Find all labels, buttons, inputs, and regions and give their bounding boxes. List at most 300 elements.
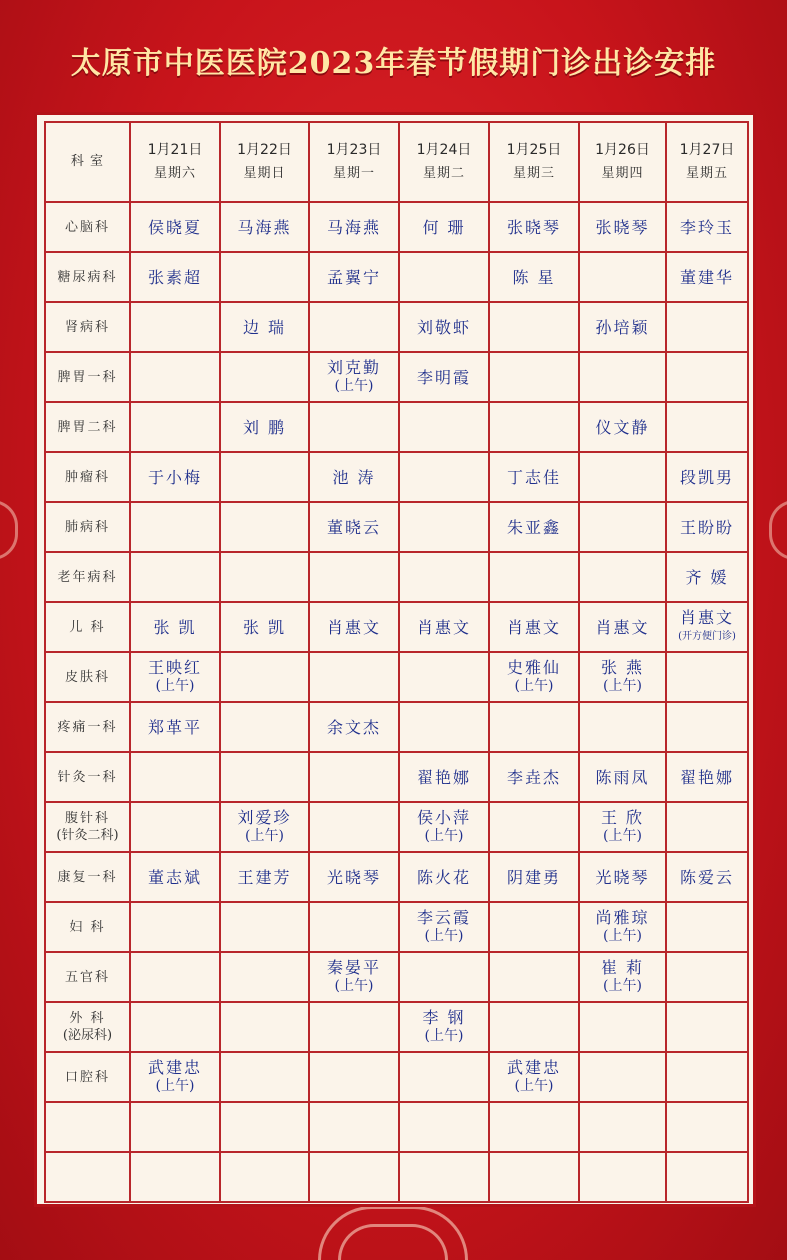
doctor-name: 齐 媛 (685, 567, 729, 587)
doctor-name: 于小梅 (147, 467, 202, 487)
doctor-name: 光晓琴 (595, 867, 650, 887)
doctor-cell (130, 502, 220, 552)
doctor-cell (489, 552, 579, 602)
date-label: 1月21日 (147, 142, 203, 158)
department-name: 心脑科 (64, 219, 110, 235)
department-name: 康复一科 (57, 869, 118, 885)
doctor-cell (579, 1102, 666, 1152)
doctor-cell (309, 752, 399, 802)
doctor-cell (579, 452, 666, 502)
shift-note: (上午) (424, 928, 464, 944)
doctor-cell (130, 802, 220, 852)
department-cell (45, 602, 130, 652)
doctor-cell (666, 802, 748, 852)
doctor-cell (220, 452, 309, 502)
doctor-name: 侯晓夏 (147, 217, 202, 237)
table-row (45, 1102, 748, 1152)
doctor-cell (220, 1152, 309, 1202)
doctor-cell (666, 302, 748, 352)
doctor-cell (666, 902, 748, 952)
doctor-cell (489, 852, 579, 902)
table-row (45, 652, 748, 702)
doctor-cell (130, 1152, 220, 1202)
doctor-cell (489, 902, 579, 952)
shift-note: (上午) (603, 928, 642, 944)
doctor-name: 肖惠文 (326, 617, 381, 637)
doctor-cell (309, 252, 399, 302)
doctor-name: 张晓琴 (595, 217, 650, 237)
shift-note: (上午) (603, 828, 642, 844)
doctor-cell (399, 802, 489, 852)
doctor-cell (220, 952, 309, 1002)
doctor-cell (220, 202, 309, 252)
doctor-cell (220, 1002, 309, 1052)
doctor-name: 武建忠 (506, 1058, 561, 1077)
department-cell (45, 1102, 130, 1152)
doctor-name: 董志斌 (147, 867, 202, 887)
doctor-cell (666, 1002, 748, 1052)
doctor-name: 肖惠文 (506, 617, 561, 637)
doctor-name: 李玲玉 (679, 217, 734, 237)
doctor-cell (399, 652, 489, 702)
doctor-cell (130, 302, 220, 352)
doctor-cell (399, 1102, 489, 1152)
doctor-cell (579, 402, 666, 452)
doctor-cell (130, 352, 220, 402)
header-row (45, 122, 748, 202)
corner-label: 科 室 (45, 122, 130, 202)
department-cell (45, 202, 130, 252)
doctor-name: 尚雅琼 (595, 908, 650, 927)
doctor-name: 刘爱珍 (237, 808, 292, 827)
date-label: 1月23日 (326, 142, 382, 158)
doctor-cell (399, 352, 489, 402)
date-header-4 (399, 122, 489, 202)
date-header-3 (309, 122, 399, 202)
doctor-cell (489, 652, 579, 702)
doctor-name: 张素超 (147, 267, 202, 287)
shift-note: (上午) (334, 978, 374, 994)
doctor-cell (489, 952, 579, 1002)
doctor-cell (579, 852, 666, 902)
doctor-name: 张 凯 (242, 617, 287, 637)
doctor-name: 丁志佳 (506, 467, 561, 487)
doctor-cell (579, 502, 666, 552)
department-cell (45, 702, 130, 752)
doctor-name: 李明霞 (416, 367, 471, 387)
department-subname: (针灸二科) (56, 828, 119, 843)
doctor-cell (666, 602, 748, 652)
shift-note: (上午) (514, 1078, 554, 1094)
department-name: 外 科 (69, 1011, 106, 1026)
weekday-label: 星期二 (422, 166, 465, 181)
doctor-name: 陈 星 (512, 267, 556, 287)
doctor-cell (489, 752, 579, 802)
doctor-cell (309, 552, 399, 602)
doctor-cell (309, 602, 399, 652)
doctor-name: 王 欣 (600, 808, 645, 827)
doctor-cell (399, 952, 489, 1002)
department-cell (45, 302, 130, 352)
doctor-cell (666, 652, 748, 702)
doctor-cell (220, 352, 309, 402)
department-name: 腹针科 (64, 811, 110, 826)
doctor-cell (309, 652, 399, 702)
doctor-cell (579, 602, 666, 652)
doctor-cell (489, 1152, 579, 1202)
shift-note: (上午) (603, 978, 642, 994)
department-cell (45, 352, 130, 402)
doctor-cell (130, 952, 220, 1002)
doctor-cell (579, 752, 666, 802)
doctor-name: 刘敬虾 (416, 317, 471, 337)
doctor-cell (399, 752, 489, 802)
doctor-cell (309, 1002, 399, 1052)
table-row (45, 302, 748, 352)
doctor-cell (399, 302, 489, 352)
doctor-name: 翟艳娜 (679, 767, 734, 787)
weekday-label: 星期一 (332, 166, 375, 181)
doctor-name: 朱亚鑫 (506, 517, 561, 537)
doctor-cell (666, 202, 748, 252)
doctor-cell (399, 902, 489, 952)
table-row (45, 1002, 748, 1052)
department-cell (45, 252, 130, 302)
table-row (45, 702, 748, 752)
doctor-name: 孙培颖 (595, 317, 650, 337)
doctor-cell (579, 302, 666, 352)
weekday-label: 星期五 (685, 166, 728, 181)
doctor-cell (579, 1002, 666, 1052)
doctor-cell (579, 202, 666, 252)
department-name: 口腔科 (64, 1069, 110, 1085)
department-name: 糖尿病科 (57, 269, 118, 285)
doctor-cell (489, 252, 579, 302)
doctor-cell (309, 952, 399, 1002)
department-cell (45, 652, 130, 702)
doctor-name: 李 钢 (422, 1008, 466, 1027)
doctor-cell (666, 1152, 748, 1202)
doctor-cell (666, 452, 748, 502)
doctor-cell (666, 252, 748, 302)
department-name: 皮肤科 (64, 669, 110, 685)
doctor-cell (666, 502, 748, 552)
doctor-name: 王建芳 (237, 867, 292, 887)
table-row (45, 502, 748, 552)
doctor-cell (399, 852, 489, 902)
doctor-cell (489, 502, 579, 552)
doctor-name: 张 凯 (153, 617, 197, 637)
doctor-cell (309, 302, 399, 352)
department-cell (45, 1052, 130, 1102)
doctor-cell (579, 1152, 666, 1202)
table-row (45, 1152, 748, 1202)
doctor-cell (579, 702, 666, 752)
doctor-cell (309, 902, 399, 952)
doctor-name: 武建忠 (147, 1058, 202, 1077)
doctor-cell (399, 452, 489, 502)
date-label: 1月26日 (595, 142, 650, 158)
date-header-1 (130, 122, 220, 202)
department-name: 脾胃一科 (57, 369, 118, 385)
doctor-name: 马海燕 (326, 217, 381, 237)
doctor-cell (666, 752, 748, 802)
doctor-cell (130, 202, 220, 252)
doctor-cell (489, 202, 579, 252)
department-name: 疼痛一科 (57, 719, 118, 735)
doctor-cell (309, 402, 399, 452)
department-name: 针灸一科 (57, 769, 118, 785)
doctor-name: 池 涛 (332, 467, 376, 487)
table-row (45, 852, 748, 902)
doctor-cell (220, 852, 309, 902)
department-cell (45, 1002, 130, 1052)
doctor-name: 肖惠文 (595, 617, 650, 637)
clinic-note: (开方便门诊) (678, 631, 736, 642)
doctor-cell (130, 402, 220, 452)
shift-note: (上午) (424, 828, 464, 844)
doctor-cell (130, 552, 220, 602)
doctor-cell (666, 852, 748, 902)
doctor-cell (666, 702, 748, 752)
doctor-cell (399, 552, 489, 602)
department-cell (45, 952, 130, 1002)
doctor-cell (130, 1002, 220, 1052)
table-row (45, 952, 748, 1002)
doctor-name: 董建华 (679, 267, 734, 287)
doctor-cell (579, 252, 666, 302)
shift-note: (上午) (155, 678, 195, 694)
doctor-cell (220, 902, 309, 952)
doctor-cell (399, 402, 489, 452)
table-row (45, 752, 748, 802)
table-row (45, 202, 748, 252)
doctor-cell (399, 702, 489, 752)
doctor-name: 崔 莉 (600, 958, 645, 977)
table-row (45, 602, 748, 652)
doctor-cell (220, 1102, 309, 1152)
date-label: 1月27日 (679, 142, 735, 158)
department-cell (45, 452, 130, 502)
department-cell (45, 852, 130, 902)
doctor-cell (309, 452, 399, 502)
doctor-name: 段凯男 (679, 467, 734, 487)
doctor-cell (130, 902, 220, 952)
weekday-label: 星期四 (601, 166, 644, 181)
department-cell (45, 752, 130, 802)
doctor-cell (130, 702, 220, 752)
doctor-cell (489, 602, 579, 652)
table-row (45, 252, 748, 302)
doctor-cell (309, 802, 399, 852)
table-row (45, 1052, 748, 1102)
doctor-cell (220, 652, 309, 702)
doctor-cell (399, 1152, 489, 1202)
doctor-cell (666, 352, 748, 402)
department-cell (45, 1152, 130, 1202)
date-header-2 (220, 122, 309, 202)
department-cell (45, 502, 130, 552)
doctor-name: 王映红 (147, 658, 202, 677)
shift-note: (上午) (334, 378, 374, 394)
doctor-cell (489, 402, 579, 452)
right-cloud-ornament (769, 500, 787, 560)
doctor-cell (579, 652, 666, 702)
date-label: 1月25日 (506, 142, 562, 158)
doctor-name: 肖惠文 (416, 617, 471, 637)
doctor-cell (130, 452, 220, 502)
department-cell (45, 902, 130, 952)
doctor-name: 张 燕 (600, 658, 645, 677)
doctor-cell (220, 752, 309, 802)
doctor-name: 张晓琴 (506, 217, 561, 237)
table-row (45, 902, 748, 952)
doctor-name: 侯小萍 (416, 808, 471, 827)
doctor-name: 翟艳娜 (416, 767, 471, 787)
doctor-cell (489, 452, 579, 502)
doctor-name: 秦晏平 (326, 958, 381, 977)
doctor-cell (666, 402, 748, 452)
department-name: 儿 科 (69, 619, 106, 635)
doctor-cell (579, 802, 666, 852)
doctor-cell (399, 502, 489, 552)
doctor-cell (579, 1052, 666, 1102)
doctor-cell (220, 502, 309, 552)
doctor-name: 李垚杰 (506, 767, 561, 787)
doctor-cell (489, 352, 579, 402)
bottom-cloud-ornament-inner (338, 1224, 448, 1260)
left-cloud-ornament (0, 500, 18, 560)
doctor-cell (220, 402, 309, 452)
date-label: 1月22日 (237, 142, 292, 158)
page-title: 太原市中医医院2023年春节假期门诊出诊安排 (70, 46, 717, 81)
department-name: 肾病科 (64, 319, 110, 335)
shift-note: (上午) (245, 828, 284, 844)
doctor-cell (220, 252, 309, 302)
doctor-cell (130, 652, 220, 702)
doctor-name: 边 瑞 (242, 317, 287, 337)
doctor-cell (130, 602, 220, 652)
doctor-cell (489, 1002, 579, 1052)
doctor-cell (220, 802, 309, 852)
doctor-cell (130, 1102, 220, 1152)
schedule-table (44, 121, 749, 1203)
doctor-name: 孟翼宁 (326, 267, 381, 287)
shift-note: (上午) (603, 678, 642, 694)
doctor-cell (220, 552, 309, 602)
doctor-name: 光晓琴 (326, 867, 381, 887)
doctor-cell (399, 1002, 489, 1052)
table-row (45, 402, 748, 452)
doctor-cell (666, 952, 748, 1002)
doctor-name: 刘克勤 (326, 358, 381, 377)
doctor-name: 肖惠文 (679, 608, 734, 627)
doctor-cell (309, 352, 399, 402)
department-cell (45, 802, 130, 852)
shift-note: (上午) (155, 1078, 195, 1094)
doctor-cell (399, 1052, 489, 1102)
doctor-name: 陈火花 (416, 867, 471, 887)
department-name: 脾胃二科 (57, 419, 118, 435)
doctor-cell (220, 702, 309, 752)
doctor-cell (309, 852, 399, 902)
doctor-cell (579, 352, 666, 402)
department-cell (45, 552, 130, 602)
doctor-cell (489, 702, 579, 752)
doctor-cell (130, 1052, 220, 1102)
doctor-name: 史雅仙 (506, 658, 561, 677)
doctor-cell (399, 252, 489, 302)
doctor-name: 仪文静 (595, 417, 650, 437)
doctor-cell (309, 502, 399, 552)
doctor-name: 郑革平 (147, 717, 202, 737)
doctor-cell (666, 552, 748, 602)
doctor-cell (579, 552, 666, 602)
doctor-cell (309, 202, 399, 252)
date-header-6 (579, 122, 666, 202)
doctor-name: 阴建勇 (506, 867, 561, 887)
doctor-name: 何 珊 (422, 217, 466, 237)
department-cell (45, 402, 130, 452)
doctor-cell (309, 702, 399, 752)
shift-note: (上午) (514, 678, 554, 694)
doctor-name: 马海燕 (237, 217, 292, 237)
doctor-cell (579, 952, 666, 1002)
table-row (45, 552, 748, 602)
doctor-name: 陈爱云 (679, 867, 734, 887)
doctor-name: 刘 鹏 (242, 417, 287, 437)
doctor-cell (666, 1102, 748, 1152)
department-name: 肿瘤科 (64, 469, 110, 485)
date-header-7 (666, 122, 748, 202)
department-name: 肺病科 (64, 519, 110, 535)
doctor-cell (489, 302, 579, 352)
doctor-cell (489, 1052, 579, 1102)
date-header-5 (489, 122, 579, 202)
doctor-cell (489, 802, 579, 852)
doctor-cell (309, 1052, 399, 1102)
weekday-label: 星期三 (512, 166, 555, 181)
weekday-label: 星期日 (243, 166, 286, 181)
doctor-cell (309, 1152, 399, 1202)
table-row (45, 452, 748, 502)
shift-note: (上午) (424, 1028, 464, 1044)
doctor-cell (399, 202, 489, 252)
weekday-label: 星期六 (153, 166, 196, 181)
doctor-name: 陈雨凤 (595, 767, 650, 787)
doctor-cell (220, 302, 309, 352)
department-name: 五官科 (64, 969, 110, 985)
doctor-name: 李云霞 (416, 908, 471, 927)
schedule-board (34, 112, 756, 1207)
doctor-cell (130, 752, 220, 802)
department-name: 妇 科 (69, 919, 106, 935)
doctor-cell (220, 1052, 309, 1102)
department-subname: (泌尿科) (62, 1028, 113, 1043)
doctor-cell (489, 1102, 579, 1152)
doctor-cell (666, 1052, 748, 1102)
doctor-cell (220, 602, 309, 652)
doctor-cell (399, 602, 489, 652)
doctor-name: 王盼盼 (679, 517, 734, 537)
doctor-cell (130, 252, 220, 302)
doctor-name: 余文杰 (326, 717, 381, 737)
table-row (45, 352, 748, 402)
date-label: 1月24日 (416, 142, 472, 158)
department-name: 老年病科 (57, 569, 118, 585)
doctor-cell (130, 852, 220, 902)
table-row (45, 802, 748, 852)
